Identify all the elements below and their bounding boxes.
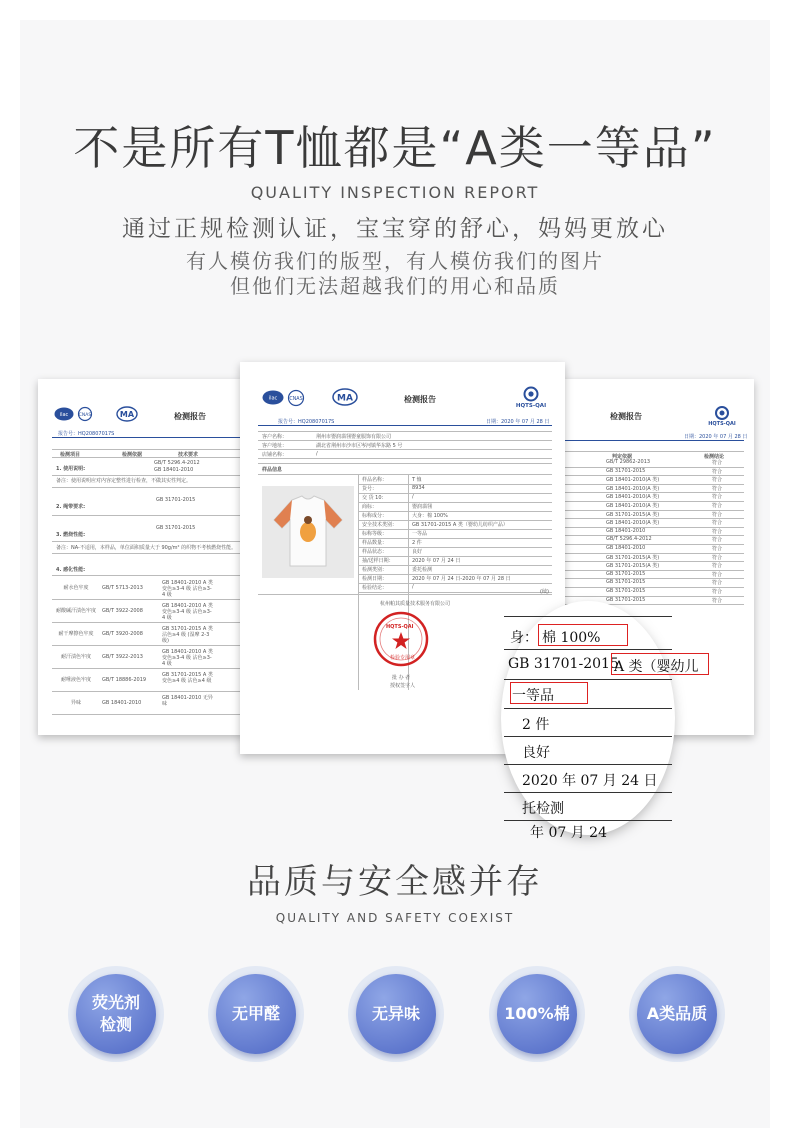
table-row-basis: GB 18401-2010(A 类) (606, 485, 660, 492)
sample-field-label: 标称等级： (362, 531, 388, 537)
feature-badge-label (647, 1003, 707, 1025)
svg-text:ilac: ilac (268, 395, 278, 402)
table-row-basis: GB 18401-2010(A 类) (606, 494, 660, 501)
table-row-basis: GB 18401-2010(A 类) (606, 520, 660, 527)
report-center-page-mark: (续) (540, 589, 549, 595)
table-row-basis: GB 31701-2015(A 类) (606, 511, 660, 518)
table-row-basis: GB 31701-2015 (606, 588, 646, 594)
feature-badge-line1: 无异味 (371, 1004, 420, 1023)
feature-badge-label (372, 1003, 420, 1025)
table-row-conclusion: 符合 (712, 477, 723, 484)
feature-badge (489, 966, 585, 1062)
table-row-basis: GB 31701-2015 (606, 467, 646, 474)
table-row (52, 691, 244, 692)
std-cord: GB 31701-2015 (156, 497, 196, 503)
sample-field-value: 2020 年 07 月 24 日 (412, 558, 461, 564)
table-row-standard: GB/T 3920-2008 (102, 631, 143, 637)
table-row-item: 耐酸碱汗渍色牢度 (56, 608, 97, 614)
sample-field-value: T 恤 (412, 477, 422, 483)
feature-badge-circle (76, 974, 156, 1054)
report-right-date: 日期：2020 年 07 月 28 日 (684, 434, 748, 440)
feature-badge-line1: A类品质 (646, 1004, 708, 1023)
report-left-title: 检测报告 (174, 412, 206, 421)
zoom-test-date: 年 07 月 24 (530, 825, 607, 841)
note-usage: 备注：使用说明应对内容定整性进行检查，不做其实性判定。 (56, 478, 192, 484)
report-center-date: 日期：2020 年 07 月 28 日 (486, 419, 550, 425)
sample-field-label: 检测类别： (362, 567, 388, 573)
table-row-conclusion: 符合 (712, 597, 723, 604)
table-row-basis: GB/T 5296.4-2012 (606, 536, 652, 543)
seal-sub: 检验专用章 (390, 655, 416, 661)
highlight-box-category (611, 653, 709, 675)
table-row-conclusion: 符合 (712, 494, 723, 501)
sample-field-value: 婴润翡翎 (412, 504, 433, 510)
svg-text:MA: MA (119, 410, 135, 419)
address-label: 客户地址： (262, 443, 288, 449)
table-row (358, 511, 552, 512)
table-header-conclusion: 检测结论 (704, 454, 725, 460)
std-usage-1: GB/T 5296.4-2012 (154, 460, 200, 466)
table-row-conclusion: 符合 (712, 554, 723, 561)
address-value: 湖北省荆州市沙市区岑河镇华东路 5 号 (316, 443, 403, 449)
table-row-basis: GB 31701-2015 (606, 596, 646, 603)
sample-field-value: / (412, 494, 414, 500)
table-row-conclusion: 符合 (712, 520, 723, 527)
feature-badge-circle (356, 974, 436, 1054)
table-row-conclusion: 符合 (712, 528, 723, 535)
sample-field-value: 2020 年 07 月 24 日-2020 年 07 月 28 日 (412, 576, 511, 582)
table-row (358, 502, 552, 503)
table-row-requirement: GB 18401-2010 A 类 变色≥3-4 级 沾色≥3-4 级 (162, 580, 213, 598)
table-row (358, 565, 552, 566)
feature-badge-circle (497, 974, 577, 1054)
table-row-standard: GB/T 18886-2019 (102, 677, 147, 683)
report-center-title: 检测报告 (404, 395, 436, 404)
feature-badge-circle (216, 974, 296, 1054)
table-row (358, 538, 552, 539)
section-sensory: 4. 感化性能: (56, 567, 86, 573)
svg-text:CNAS: CNAS (78, 413, 92, 418)
feature-badge (68, 966, 164, 1062)
shop-value: / (316, 451, 318, 457)
table-row-basis: GB 18401-2010(A 类) (606, 503, 660, 509)
cnas-logo-icon (286, 390, 306, 407)
cnas-logo-icon (76, 407, 94, 423)
applicant-label: 客户名称： (262, 434, 288, 440)
ilac-logo-icon (262, 390, 284, 405)
table-row-conclusion: 符合 (712, 468, 723, 475)
description-line-2: 但他们无法超越我们的用心和品质 (230, 274, 560, 298)
zoom-category: A 类（婴幼儿 (614, 659, 699, 675)
table-row-item: 耐汗渍色牢度 (60, 654, 91, 660)
std-flammability: GB 31701-2015 (156, 525, 196, 531)
feature-badge-circle (637, 974, 717, 1054)
table-row (358, 484, 552, 485)
table-row-basis: GB 31701-2015 (606, 570, 646, 577)
highlight-box-composition (538, 624, 628, 646)
table-header-item: 检测项目 (60, 452, 81, 458)
sample-field-label: 样品状态： (362, 549, 388, 555)
feature-badge-line1: 荧光剂 (91, 993, 140, 1012)
sample-field-label: 样品数量： (362, 540, 388, 546)
highlight-box-grade (510, 682, 588, 704)
seal-text: HQTS-QAI (386, 624, 414, 630)
table-row-basis: GB 18401-2010 (606, 545, 646, 551)
table-row (52, 714, 244, 715)
sample-field-value: / (412, 584, 414, 590)
table-row-basis: GB 31701-2015 (606, 579, 646, 586)
report-left (38, 379, 244, 735)
table-row-requirement: GB 18401-2010 A 类 变色≥3-4 级 沾色≥3-4 级 (162, 603, 213, 621)
table-row-conclusion: 符合 (712, 589, 723, 595)
feature-badge (208, 966, 304, 1062)
zoom-composition-label: 身： (510, 630, 538, 646)
zoom-condition: 良好 (522, 745, 550, 761)
zoom-test-type: 托检测 (522, 801, 564, 817)
hqts-logo-icon (702, 405, 742, 427)
sample-field-label: 交 货 10： (362, 495, 387, 501)
sample-field-label: 抽/送样日期： (362, 558, 394, 564)
svg-text:MA: MA (337, 393, 353, 404)
table-row-item: 耐干摩擦色牢度 (58, 631, 94, 637)
table-row (358, 493, 552, 494)
page-title: 不是所有T恤都是“A类一等品” (73, 121, 717, 175)
table-row-conclusion: 符合 (712, 485, 723, 492)
feature-badge (348, 966, 444, 1062)
table-row-conclusion: 符合 (712, 546, 723, 552)
table-row-basis: GB 18401-2010 (606, 527, 646, 534)
svg-text:ilac: ilac (59, 412, 69, 418)
ma-logo-icon (116, 406, 138, 424)
shop-label: 店铺名称： (262, 452, 288, 458)
table-row (358, 592, 552, 593)
sample-section-title: 样品信息 (262, 467, 283, 473)
table-row (52, 599, 244, 600)
sample-field-value: 委托检测 (412, 567, 433, 573)
hqts-logo-icon (510, 386, 552, 410)
report-center-number: 报告号：HQ20807017S (278, 419, 335, 425)
feature-badge-line1: 无甲醛 (231, 1004, 280, 1023)
table-row-item: 耐唾液色牢度 (60, 677, 91, 683)
table-row-item: 耐水色牢度 (63, 585, 89, 591)
std-usage-2: GB 18401-2010 (154, 467, 194, 473)
sample-field-label: 安全技术类别： (362, 522, 398, 528)
zoom-standard: GB 31701-2015 (508, 656, 619, 672)
table-row-basis: GB 18401-2010(A 类) (606, 477, 660, 484)
sample-field-value: 8934 (412, 485, 425, 491)
sample-field-label: 检验结论： (362, 585, 388, 591)
ilac-logo-icon (54, 407, 74, 421)
section-subtitle-en: QUALITY AND SAFETY COEXIST (275, 911, 515, 925)
table-row-conclusion: 符合 (712, 580, 723, 587)
table-row-conclusion: 符合 (712, 563, 723, 570)
table-row-requirement: GB 18401-2010 无异味 (162, 695, 213, 707)
table-row-standard: GB/T 3922-2008 (102, 608, 143, 614)
sample-field-value: 良好 (412, 549, 423, 555)
feature-badge-line2: 检测 (99, 1015, 132, 1034)
sample-field-value: 2 件 (412, 540, 422, 546)
table-row (52, 645, 244, 646)
report-left-number: 报告号：HQ20807017S (58, 431, 115, 437)
feature-badge-line1: 100%棉 (504, 1004, 570, 1023)
table-row-conclusion: 符合 (712, 460, 723, 466)
sample-field-label: 标称成分： (362, 513, 388, 519)
table-row-basis: GB 31701-2015(A 类) (606, 554, 660, 561)
table-row-basis: GB 31701-2015(A 类) (606, 563, 660, 570)
table-row-conclusion: 符合 (712, 537, 723, 544)
zoom-quantity: 2 件 (522, 717, 550, 733)
table-row-conclusion: 符合 (712, 503, 723, 509)
table-row-basis: GB/T 29862-2013 (606, 459, 651, 465)
sign-authorized: 授权签字人 (390, 683, 416, 689)
description-line-1: 有人模仿我们的版型，有人模仿我们的图片 (186, 249, 604, 273)
feature-badge (629, 966, 725, 1062)
table-header-basis: 判定依据 (612, 454, 633, 460)
table-row (52, 668, 244, 669)
table-row-conclusion: 符合 (712, 511, 723, 518)
table-row (52, 622, 244, 623)
sample-field-value: GB 31701-2015 A 类（婴幼儿纺织产品） (412, 522, 508, 528)
report-right-title: 检测报告 (610, 412, 642, 421)
table-row-standard: GB/T 5713-2013 (102, 585, 143, 591)
svg-text:CNAS: CNAS (289, 397, 303, 402)
sample-field-label: 商标： (362, 504, 378, 510)
tagline: 通过正规检测认证，宝宝穿的舒心，妈妈更放心 (122, 216, 668, 242)
table-row-standard: GB/T 3922-2013 (102, 654, 143, 660)
table-row-requirement: GB 31701-2015 A 类 变色≥4 级 沾色≥4 级 (162, 672, 213, 684)
table-row-item: 异味 (70, 700, 81, 706)
zoom-composition-value: 棉 100% (542, 630, 601, 646)
sample-field-label: 检测日期： (362, 576, 388, 582)
table-row-requirement: GB 31701-2015 A 类 沾色≥4 级 (湿摩 2-3 级) (162, 626, 213, 644)
sample-field-value: 大身：棉 100% (412, 513, 448, 519)
sign-approver: 批 办 者 (392, 675, 411, 681)
table-header-requirement: 技术要求 (178, 452, 199, 458)
table-row-standard: GB 18401-2010 (102, 700, 142, 706)
section-usage: 1. 使用说明: (56, 466, 86, 472)
zoom-grade: 一等品 (512, 688, 554, 704)
footer-company: 杭州帕其质量技术服务有限公司 (380, 601, 451, 607)
table-row (358, 547, 552, 548)
svg-text:HQTS-QAI: HQTS-QAI (708, 421, 736, 427)
section-title: 品质与安全感并存 (247, 862, 543, 902)
feature-badge-label (232, 1003, 280, 1025)
section-cord: 2. 绳带要求: (56, 504, 86, 510)
table-row-requirement: GB 18401-2010 A 类 变色≥3-4 级 沾色≥3-4 级 (162, 649, 213, 667)
sample-field-value: 一等品 (412, 531, 428, 537)
note-flammability: 备注：NA-不适用，本样品，单位面积质量大于 90g/m² 的织物不考核燃烧性能。 (56, 545, 237, 551)
sample-tshirt-photo (262, 486, 354, 578)
table-row (358, 529, 552, 530)
svg-text:HQTS-QAI: HQTS-QAI (515, 403, 547, 409)
table-row-conclusion: 符合 (712, 571, 723, 578)
magnifier-zoom (504, 604, 699, 841)
sample-field-label: 货号： (362, 486, 378, 492)
ma-logo-icon (332, 388, 358, 408)
table-header-standard: 检测依据 (122, 452, 143, 458)
table-row (358, 583, 552, 584)
page-subtitle-en: QUALITY INSPECTION REPORT (250, 183, 540, 202)
feature-badge-label (92, 992, 140, 1036)
zoom-date: 2020 年 07 月 24 日 (522, 773, 658, 789)
feature-badge-label (504, 1003, 569, 1025)
applicant-value: 荆州市婴润翡翎婴童服饰有限公司 (316, 434, 392, 440)
section-flammability: 3. 燃烧性能: (56, 532, 86, 538)
sample-field-label: 样品名称： (362, 477, 388, 483)
